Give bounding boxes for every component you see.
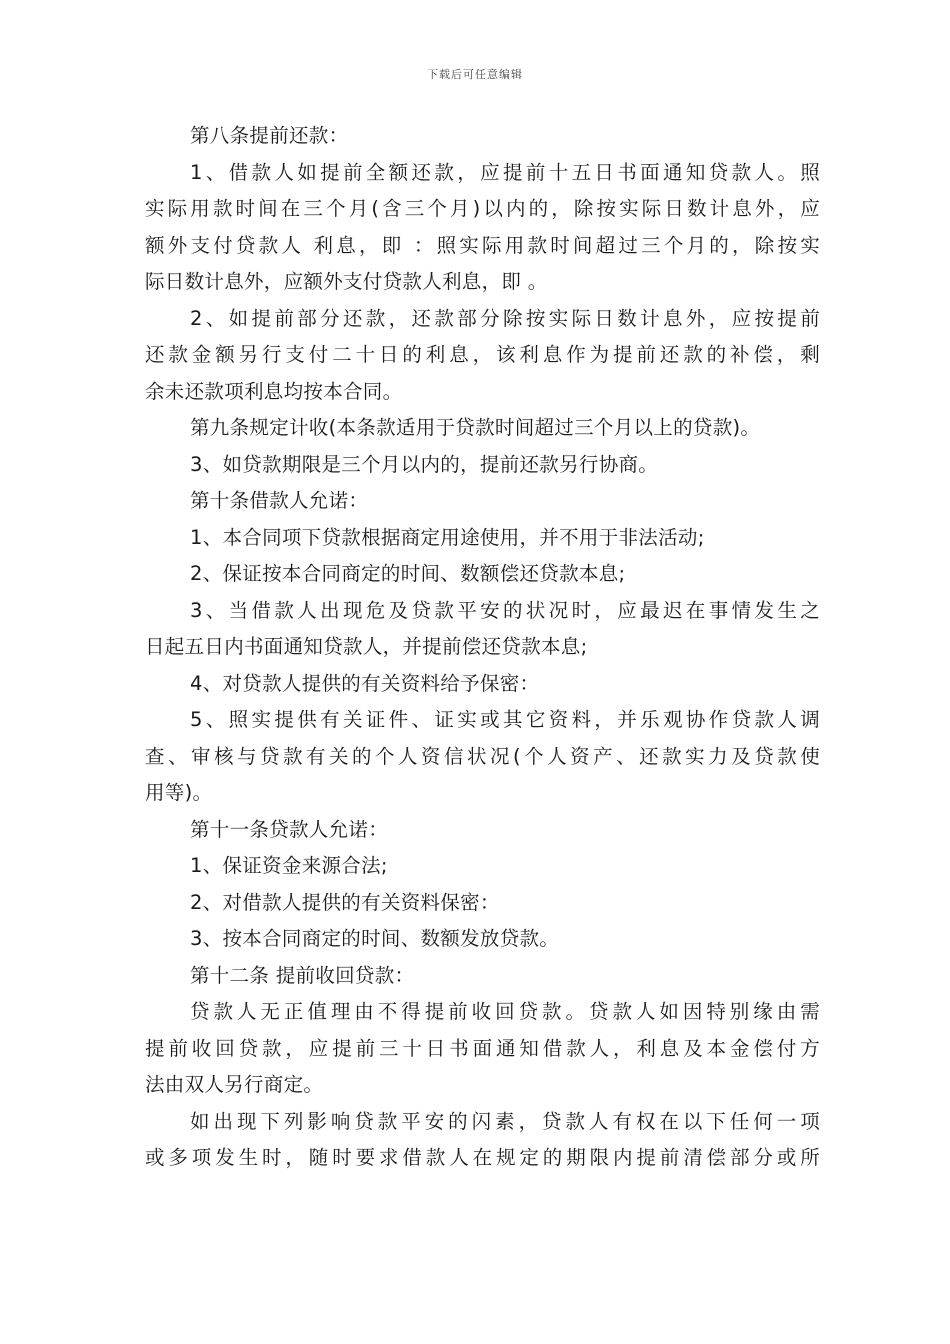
document-line: 1、借款人如提前全额还款，应提前十五日书面通知贷款人。照 <box>190 160 820 184</box>
document-line: 2、对借款人提供的有关资料保密： <box>190 890 500 914</box>
document-line: 1、保证资金来源合法; <box>190 854 388 877</box>
document-line: 用等)。 <box>145 781 213 804</box>
document-line: 3、当借款人出现危及贷款平安的状况时，应最迟在事情发生之 <box>190 598 820 622</box>
document-line: 5、照实提供有关证件、证实或其它资料，并乐观协作贷款人调 <box>190 708 820 731</box>
page-header-note: 下载后可任意编辑 <box>427 68 523 81</box>
document-line: 第十二条 提前收回贷款： <box>190 963 415 987</box>
document-line: 日起五日内书面通知贷款人，并提前偿还贷款本息; <box>145 635 588 658</box>
document-line: 第九条规定计收(本条款适用于贷款时间超过三个月以上的贷款)。 <box>190 416 761 439</box>
document-line: 提前收回贷款，应提前三十日书面通知借款人，利息及本金偿付方 <box>145 1036 820 1060</box>
document-line: 余未还款项利息均按本合同。 <box>145 379 403 403</box>
document-line: 第十条借款人允诺： <box>190 489 369 512</box>
document-line: 3、如贷款期限是三个月以内的，提前还款另行协商。 <box>190 452 659 476</box>
document-body <box>145 118 820 1177</box>
document-line: 2、保证按本合同商定的时间、数额偿还贷款本息; <box>190 562 626 585</box>
document-line: 还款金额另行支付二十日的利息，该利息作为提前还款的补偿，剩 <box>145 343 820 366</box>
document-line: 3、按本合同商定的时间、数额发放贷款。 <box>190 927 560 950</box>
document-line: 第十一条贷款人允诺： <box>190 817 389 841</box>
document-line: 2、如提前部分还款，还款部分除按实际日数计息外，应按提前 <box>190 306 820 330</box>
document-line: 如出现下列影响贷款平安的闪素，贷款人有权在以下任何一项 <box>190 1109 820 1133</box>
document-line: 1、本合同项下贷款根据商定用途使用，并不用于非法活动; <box>190 525 705 549</box>
document-line: 第八条提前还款： <box>190 124 349 147</box>
document-line: 贷款人无正值理由不得提前收回贷款。贷款人如因特别缘由需 <box>190 1000 820 1023</box>
document-line: 法由双人另行商定。 <box>145 1073 324 1096</box>
document-line: 4、对贷款人提供的有关资料给予保密： <box>190 671 540 695</box>
document-line: 额外支付贷款人 利息，即 ：照实际用款时间超过三个月的，除按实 <box>145 233 820 257</box>
document-line: 或多项发生时，随时要求借款人在规定的期限内提前清偿部分或所 <box>145 1146 820 1169</box>
document-line: 实际用款时间在三个月(含三个月)以内的，除按实际日数计息外，应 <box>145 197 820 220</box>
document-line: 际日数计息外，应额外支付贷款人利息，即 。 <box>145 270 548 293</box>
document-line: 查、审核与贷款有关的个人资信状况(个人资产、还款实力及贷款使 <box>145 744 820 768</box>
